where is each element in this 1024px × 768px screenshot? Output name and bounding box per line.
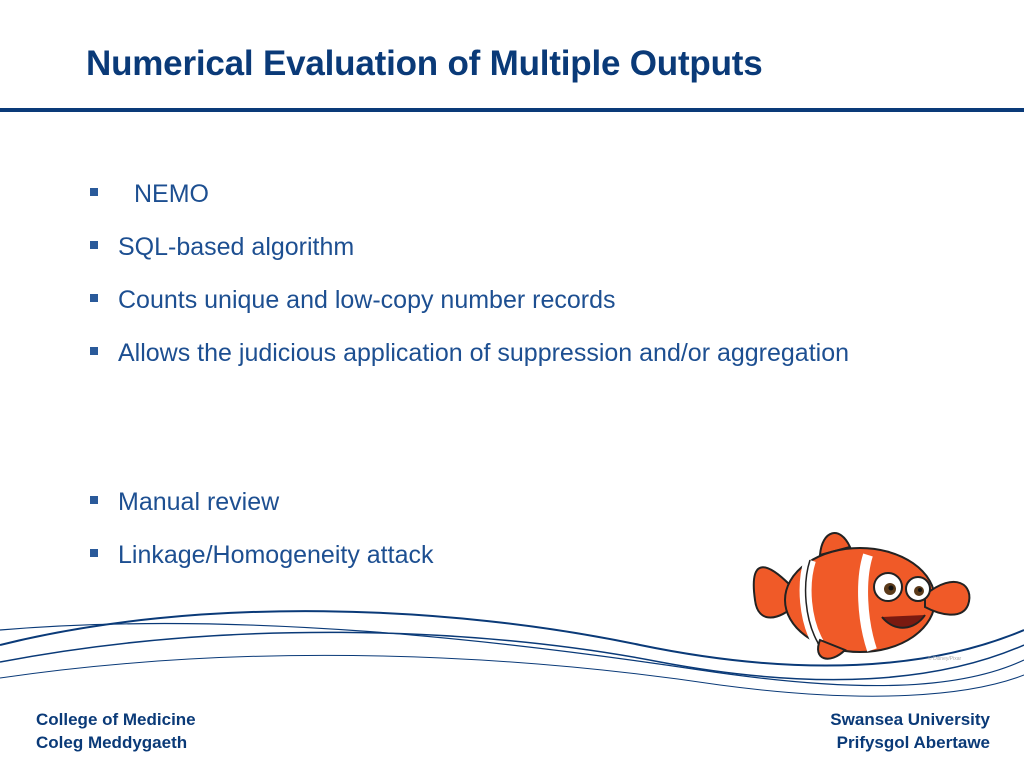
bullet-text: Manual review bbox=[118, 488, 280, 516]
college-name-cy: Coleg Meddygaeth bbox=[36, 733, 188, 752]
college-name-en: College of Medicine bbox=[36, 710, 196, 729]
university-logo-text bbox=[830, 708, 990, 754]
university-name-cy: Prifysgol Abertawe bbox=[836, 733, 990, 752]
bullet-text: Counts unique and low-copy number records bbox=[118, 286, 616, 314]
university-name-en: Swansea University bbox=[830, 710, 990, 729]
slide-title: Numerical Evaluation of Multiple Outputs bbox=[86, 44, 763, 83]
bullet-square-icon bbox=[90, 549, 98, 557]
bullet-text: SQL-based algorithm bbox=[118, 233, 355, 261]
bullet-text: NEMO bbox=[134, 180, 209, 208]
bullet-square-icon bbox=[90, 347, 98, 355]
bullet-square-icon bbox=[90, 496, 98, 504]
clownfish-illustration bbox=[750, 525, 975, 665]
bullet-text: Allows the judicious application of suppression and/or aggregation bbox=[118, 339, 850, 367]
bullet-square-icon bbox=[90, 188, 98, 196]
bullet-square-icon bbox=[90, 294, 98, 302]
college-logo-text bbox=[36, 708, 196, 754]
bullet-square-icon bbox=[90, 241, 98, 249]
image-credit: © Disney/Pixar bbox=[928, 656, 962, 662]
bullet-text: Linkage/Homogeneity attack bbox=[118, 541, 434, 569]
